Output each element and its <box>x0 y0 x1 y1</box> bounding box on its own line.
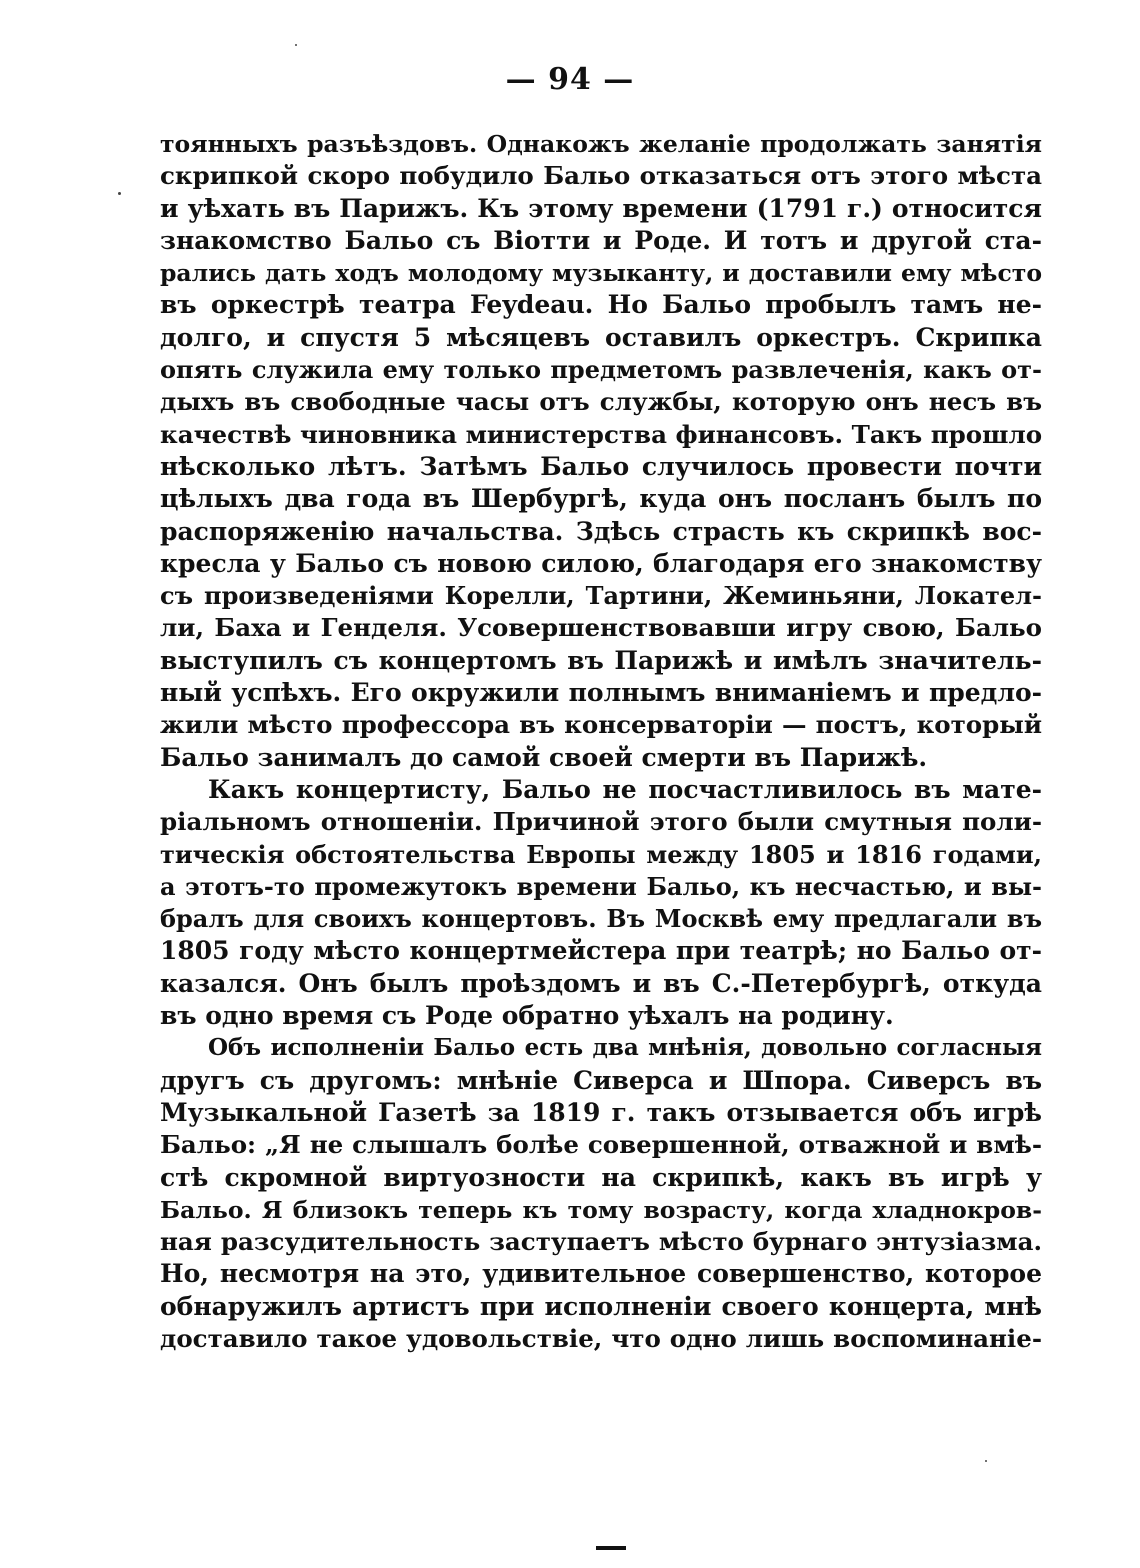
text-line: бралъ для своихъ концертовъ. Въ Москвѣ ему предлагали въ <box>160 904 1042 934</box>
text-line: обнаружилъ артистъ при исполненіи своего концерта, мнѣ <box>160 1291 1042 1321</box>
bottom-mark <box>596 1546 626 1550</box>
text-line: стѣ скромной виртуозности на скрипкѣ, какъ въ игрѣ у <box>160 1162 1042 1192</box>
text-line: съ произведеніями Корелли, Тартини, Жеминьяни, Локател- <box>160 581 1042 611</box>
page-number: — 94 — <box>505 62 635 97</box>
text-line: ріальномъ отношеніи. Причиной этого были смутныя поли- <box>160 807 1042 837</box>
text-line: Какъ концертисту, Бальо не посчастливилось въ мате- <box>208 774 1042 804</box>
text-line: опять служила ему только предметомъ развлеченія, какъ от- <box>160 355 1042 385</box>
scan-speck <box>295 44 297 46</box>
text-line: дыхъ въ свободные часы отъ службы, которую онъ несъ въ <box>160 387 1042 417</box>
text-line: Музыкальной Газетѣ за 1819 г. такъ отзывается объ игрѣ <box>160 1097 1042 1127</box>
text-line: другъ съ другомъ: мнѣніе Сиверса и Шпора. Сиверсъ въ <box>160 1065 1042 1095</box>
text-line: распоряженію начальства. Здѣсь страсть къ скрипкѣ вос- <box>160 516 1042 546</box>
text-line: качествѣ чиновника министерства финансовъ. Такъ прошло <box>160 419 1042 449</box>
text-line: въ оркестрѣ театра Feydeau. Но Бальо пробылъ тамъ не- <box>160 290 1042 320</box>
text-line: 1805 году мѣсто концертмейстера при театрѣ; но Бальо от- <box>160 936 1042 966</box>
text-line: выступилъ съ концертомъ въ Парижѣ и имѣлъ значитель- <box>160 645 1042 675</box>
text-line: казался. Онъ былъ проѣздомъ и въ С.-Петербургѣ, откуда <box>160 968 1042 998</box>
text-line: ный успѣхъ. Его окружили полнымъ вниманіемъ и предло- <box>160 678 1042 708</box>
text-line: тоянныхъ разъѣздовъ. Однакожъ желаніе продолжать занятія <box>160 130 1042 158</box>
text-line: тическія обстоятельства Европы между 1805 и 1816 годами, <box>160 839 1042 869</box>
scan-speck <box>985 1460 987 1462</box>
text-line: кресла у Бальо съ новою силою, благодаря его знакомству <box>160 548 1042 578</box>
text-line: въ одно время съ Роде обратно уѣхалъ на родину. <box>160 1001 894 1031</box>
text-line: рались дать ходъ молодому музыканту, и доставили ему мѣсто <box>160 259 1042 288</box>
scan-speck <box>118 192 121 195</box>
text-line: знакомство Бальо съ Віотти и Роде. И тотъ и другой ста- <box>160 225 1042 255</box>
body-text <box>160 128 1042 1355</box>
text-line: доставило такое удовольствіе, что одно лишь воспоминаніе- <box>160 1323 1042 1353</box>
text-line: жили мѣсто профессора въ консерваторіи — постъ, который <box>160 710 1042 740</box>
text-line: и уѣхать въ Парижъ. Къ этому времени (1791 г.) относится <box>160 193 1042 223</box>
text-line: Бальо занималъ до самой своей смерти въ Парижѣ. <box>160 742 928 772</box>
text-line: долго, и спустя 5 мѣсяцевъ оставилъ оркестръ. Скрипка <box>160 322 1042 352</box>
text-line: Бальо. Я близокъ теперь къ тому возрасту, когда хладнокров- <box>160 1195 1042 1224</box>
text-line: ли, Баха и Генделя. Усовершенствовавши игру свою, Бальо <box>160 613 1042 643</box>
text-line: Бальо: „Я не слышалъ болѣе совершенной, отважной и вмѣ- <box>160 1130 1042 1160</box>
text-line: скрипкой скоро побудило Бальо отказаться отъ этого мѣста <box>160 161 1042 191</box>
text-line: Объ исполненіи Бальо есть два мнѣнія, довольно согласныя <box>208 1034 1042 1062</box>
text-line: Но, несмотря на это, удивительное совершенство, которое <box>160 1259 1042 1289</box>
text-line: ная разсудительность заступаетъ мѣсто бурнаго энтузіазма. <box>160 1227 1042 1257</box>
text-line: цѣлыхъ два года въ Шербургѣ, куда онъ посланъ былъ по <box>160 484 1042 514</box>
text-line: нѣсколько лѣтъ. Затѣмъ Бальо случилось провести почти <box>160 451 1042 481</box>
text-line: а этотъ-то промежутокъ времени Бальо, къ несчастью, и вы- <box>160 871 1042 901</box>
